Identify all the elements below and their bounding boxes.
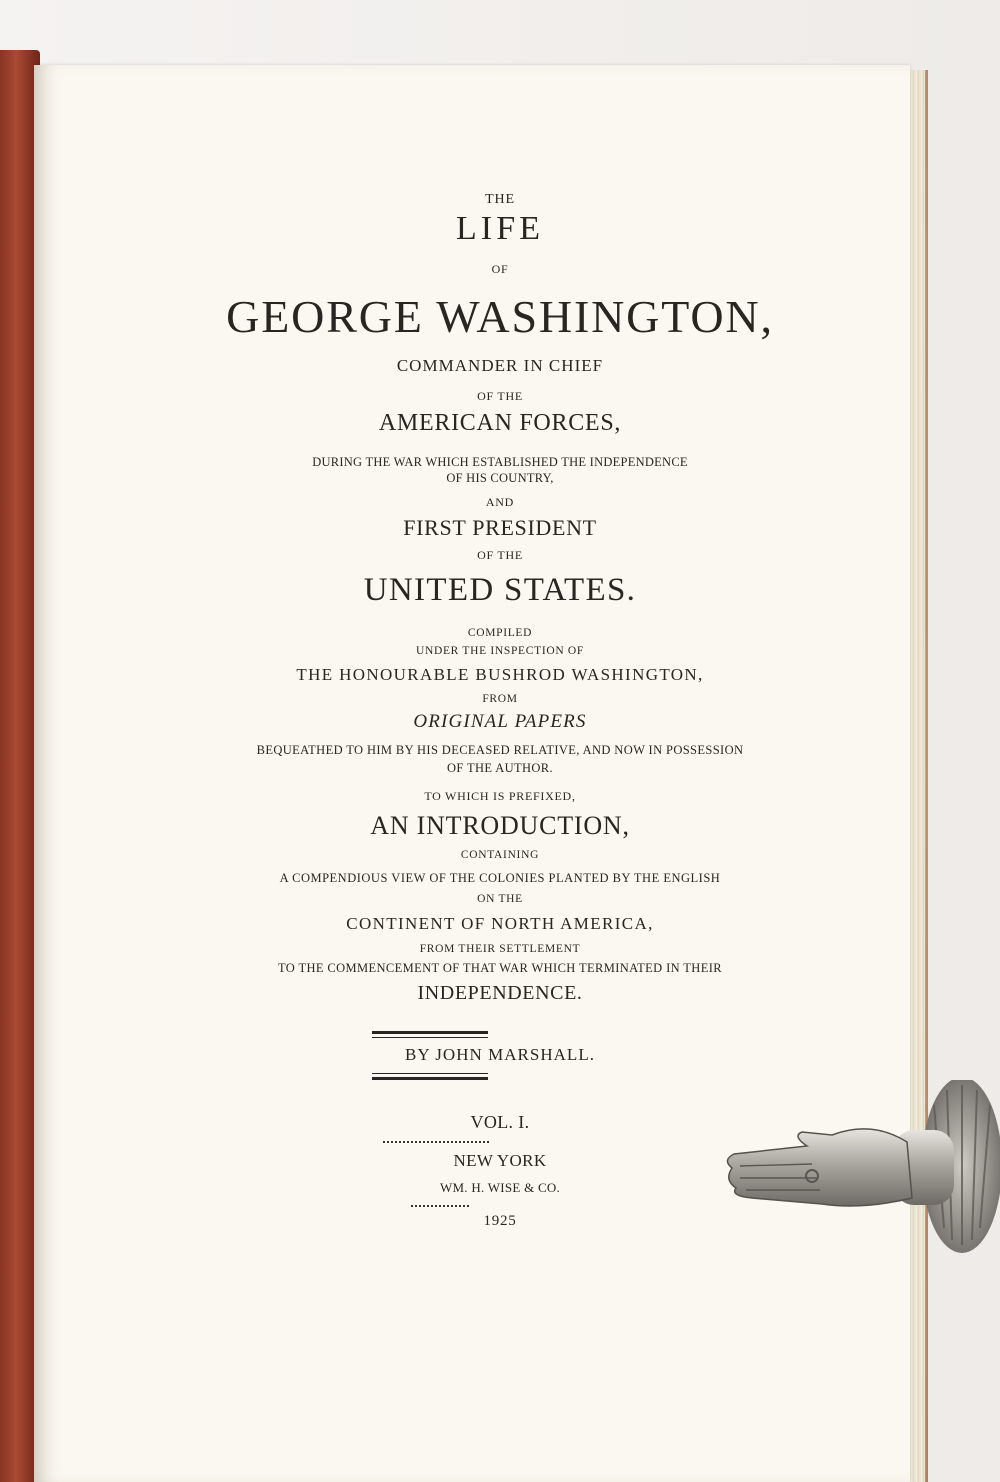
an-introduction: AN INTRODUCTION, — [370, 811, 630, 840]
american-forces: AMERICAN FORCES, — [378, 410, 622, 436]
bequeathed-line: BEQUEATHED TO HIM BY HIS DECEASED RELATIVE, AND NOW IN POSSESSION — [256, 743, 744, 757]
independence: INDEPENDENCE. — [417, 982, 583, 1004]
on-the: ON THE — [477, 893, 523, 905]
of-the-2: OF THE — [477, 548, 523, 562]
title-george-washington: GEORGE WASHINGTON, — [226, 291, 774, 342]
containing: CONTAINING — [460, 849, 540, 861]
under-the-inspection: UNDER THE INSPECTION OF — [415, 645, 585, 657]
of-his-country: OF HIS COUNTRY, — [446, 471, 554, 485]
first-president: FIRST PRESIDENT — [403, 515, 597, 540]
and-line: AND — [485, 495, 515, 509]
from-line: FROM — [482, 693, 518, 705]
original-papers: ORIGINAL PAPERS — [413, 711, 587, 732]
commencement-line: TO THE COMMENCEMENT OF THAT WAR WHICH TERMINATED IN THEIR — [278, 961, 722, 975]
city: NEW YORK — [453, 1151, 547, 1170]
publisher: WM. H. WISE & CO. — [439, 1180, 561, 1195]
year: 1925 — [483, 1213, 517, 1229]
title-of-1: OF — [491, 262, 509, 276]
dotted-rule-2 — [411, 1205, 469, 1207]
volume: VOL. I. — [470, 1112, 530, 1132]
compiled: COMPILED — [467, 627, 533, 639]
continent-of-north-america: CONTINENT OF NORTH AMERICA, — [346, 914, 654, 933]
united-states: UNITED STATES. — [363, 572, 637, 608]
from-their-settlement: FROM THEIR SETTLEMENT — [419, 943, 581, 955]
commander-in-chief: COMMANDER IN CHIEF — [396, 356, 604, 375]
dotted-rule-1 — [383, 1141, 489, 1143]
of-the-1: OF THE — [477, 389, 523, 403]
rule-below-author — [372, 1073, 488, 1080]
author-line: BY JOHN MARSHALL. — [404, 1045, 596, 1064]
during-the-war: DURING THE WAR WHICH ESTABLISHED THE INDEPENDENCE — [312, 455, 688, 469]
of-the-author: OF THE AUTHOR. — [446, 761, 554, 775]
rule-above-author — [372, 1031, 488, 1038]
bushrod-washington: THE HONOURABLE BUSHROD WASHINGTON, — [296, 665, 704, 684]
silver-hand-clasp — [712, 1080, 1000, 1255]
title-the: THE — [485, 192, 515, 207]
to-which-is-prefixed: TO WHICH IS PREFIXED, — [424, 789, 576, 803]
title-life: LIFE — [455, 210, 545, 247]
compendious-view: A COMPENDIOUS VIEW OF THE COLONIES PLANTED BY THE ENGLISH — [279, 871, 721, 885]
